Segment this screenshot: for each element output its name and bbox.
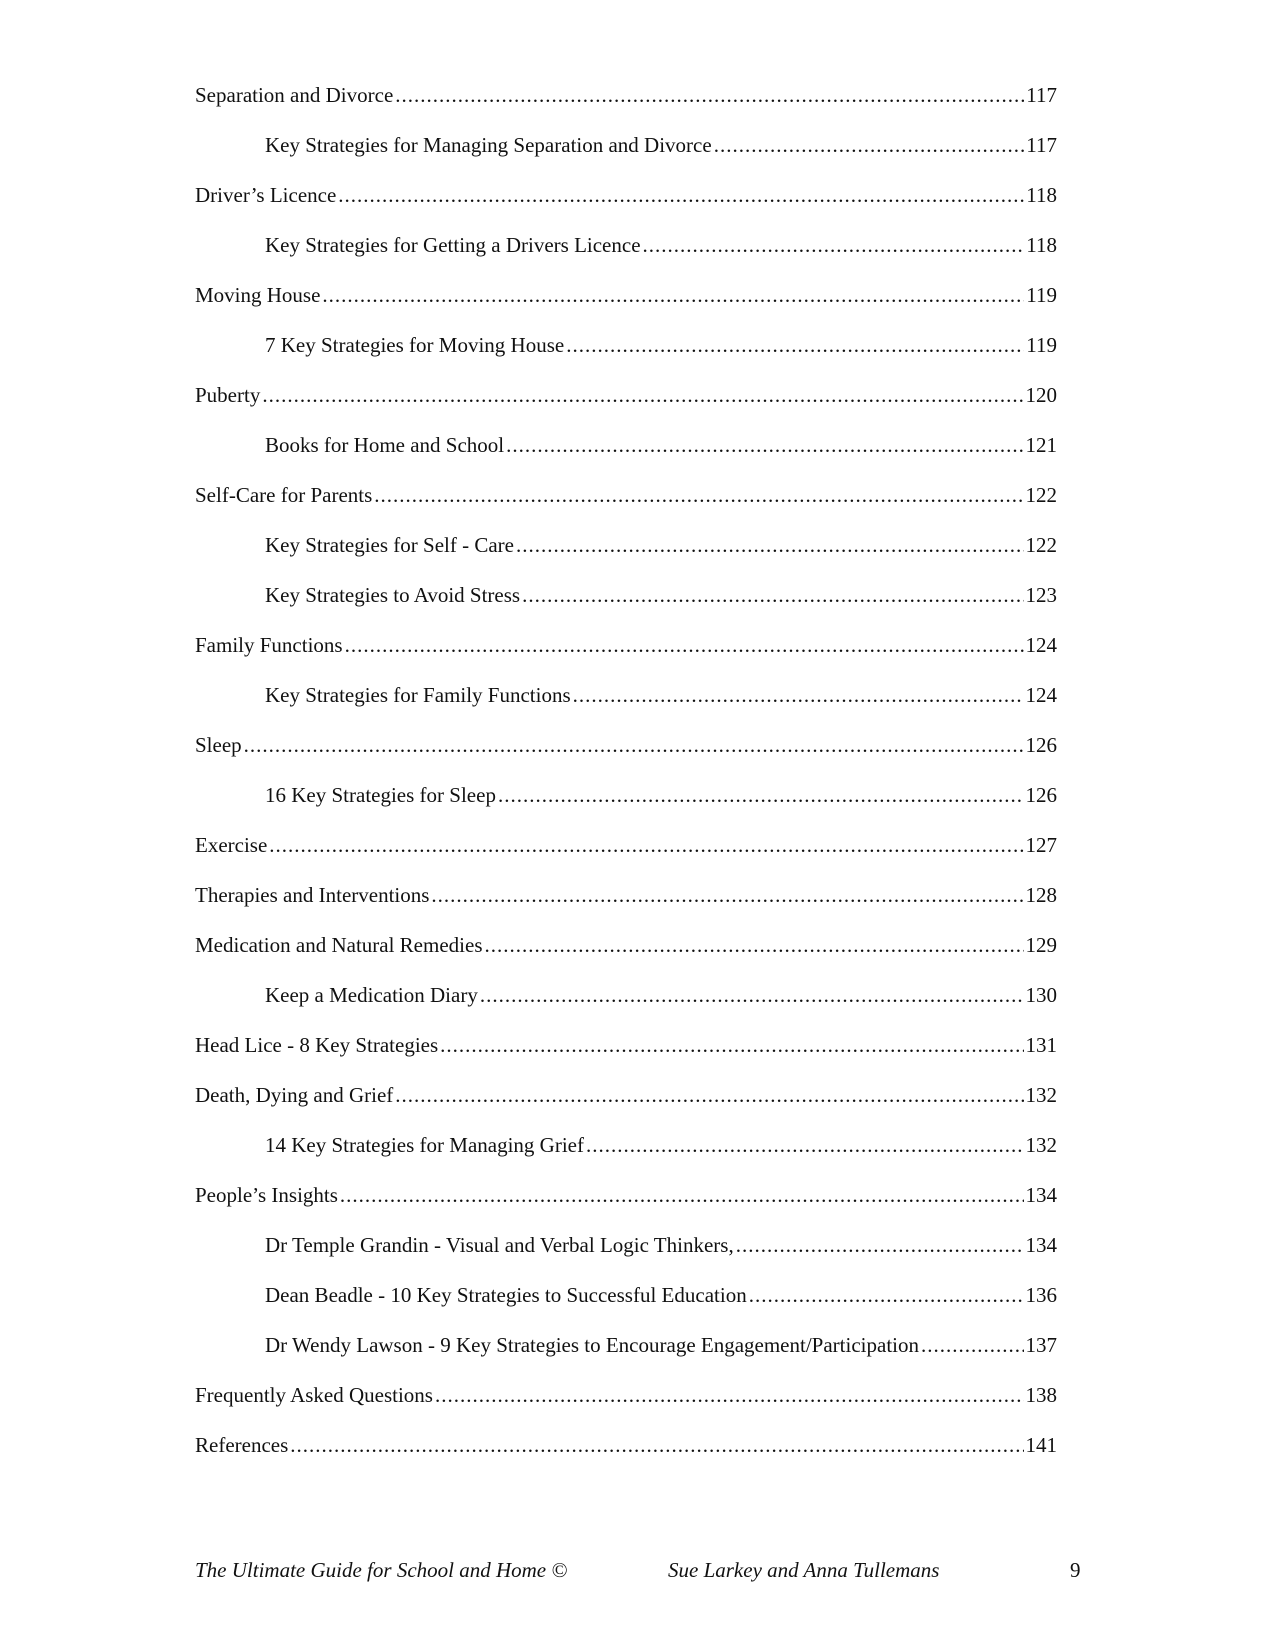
toc-entry-page: 117: [1026, 133, 1057, 157]
toc-entry-page: 117: [1026, 83, 1057, 107]
toc-dot-leader: [506, 430, 1023, 460]
toc-dot-leader: [431, 880, 1023, 910]
toc-entry: [265, 1130, 1057, 1160]
toc-entry: [195, 180, 1057, 210]
toc-entry: [195, 1380, 1057, 1410]
toc-entry-page: 132: [1025, 1083, 1057, 1107]
toc-dot-leader: [374, 480, 1023, 510]
toc-entry-page: 122: [1025, 533, 1057, 557]
toc-dot-leader: [440, 1030, 1023, 1060]
toc-entry-page: 134: [1025, 1233, 1057, 1257]
toc-dot-leader: [566, 330, 1024, 360]
toc-entry: [265, 1280, 1057, 1310]
footer-book-title: The Ultimate Guide for School and Home ©: [195, 1558, 568, 1582]
toc-entry-page: 126: [1025, 783, 1057, 807]
toc-entry-page: 138: [1025, 1383, 1057, 1407]
toc-entry-page: 127: [1025, 833, 1057, 857]
toc-entry-page: 123: [1025, 583, 1057, 607]
toc-entry-page: 136: [1025, 1283, 1057, 1307]
toc-entry-title: 7 Key Strategies for Moving House: [265, 333, 565, 357]
toc-entry-page: 131: [1025, 1033, 1057, 1057]
toc-entry: [195, 1180, 1057, 1210]
toc-dot-leader: [643, 230, 1025, 260]
toc-entry: [195, 630, 1057, 660]
toc-dot-leader: [736, 1230, 1024, 1260]
toc-dot-leader: [480, 980, 1024, 1010]
toc-entry: [195, 1430, 1057, 1460]
toc-entry-page: 128: [1025, 883, 1057, 907]
toc-dot-leader: [435, 1380, 1024, 1410]
page-footer: [0, 1558, 1275, 1588]
toc-entry-title: Key Strategies for Getting a Drivers Licence: [265, 233, 641, 257]
toc-dot-leader: [262, 380, 1023, 410]
toc-entry-page: 118: [1026, 233, 1057, 257]
toc-entry-title: Puberty: [195, 383, 261, 407]
toc-entry-title: Sleep: [195, 733, 242, 757]
toc-entry-title: 14 Key Strategies for Managing Grief: [265, 1133, 584, 1157]
toc-dot-leader: [485, 930, 1024, 960]
toc-entry: [195, 880, 1057, 910]
toc-dot-leader: [516, 530, 1024, 560]
toc-entry-page: 129: [1025, 933, 1057, 957]
toc-entry-page: 119: [1026, 333, 1057, 357]
toc-dot-leader: [522, 580, 1023, 610]
toc-entry: [265, 1330, 1057, 1360]
toc-entry: [195, 80, 1057, 110]
toc-entry: [265, 780, 1057, 810]
toc-entry-title: Dean Beadle - 10 Key Strategies to Successful Education: [265, 1283, 747, 1307]
toc-entry-title: Moving House: [195, 283, 321, 307]
toc-entry: [195, 380, 1057, 410]
toc-dot-leader: [338, 180, 1024, 210]
toc-dot-leader: [714, 130, 1025, 160]
toc-dot-leader: [345, 630, 1024, 660]
toc-entry-page: 141: [1025, 1433, 1057, 1457]
toc-entry-page: 132: [1025, 1133, 1057, 1157]
toc-entry: [265, 530, 1057, 560]
toc-entry: [265, 1230, 1057, 1260]
toc-entry: [265, 230, 1057, 260]
toc-entry-page: 126: [1025, 733, 1057, 757]
toc-entry-page: 120: [1025, 383, 1057, 407]
toc-entry: [265, 980, 1057, 1010]
toc-entry: [265, 580, 1057, 610]
toc-dot-leader: [921, 1330, 1024, 1360]
toc-entry-page: 119: [1026, 283, 1057, 307]
toc-dot-leader: [498, 780, 1024, 810]
toc-entry-title: Therapies and Interventions: [195, 883, 430, 907]
toc-entry: [195, 1030, 1057, 1060]
toc-entry: [265, 330, 1057, 360]
toc-entry-page: 122: [1025, 483, 1057, 507]
toc-entry-page: 124: [1025, 633, 1057, 657]
toc-entry-title: People’s Insights: [195, 1183, 338, 1207]
toc-entry-title: References: [195, 1433, 289, 1457]
toc-entry: [265, 430, 1057, 460]
toc-dot-leader: [749, 1280, 1024, 1310]
toc-entry-title: Keep a Medication Diary: [265, 983, 478, 1007]
toc-entry: [195, 480, 1057, 510]
footer-page-number: 9: [1070, 1558, 1081, 1582]
toc-entry-title: Key Strategies for Self - Care: [265, 533, 514, 557]
toc-entry-title: Head Lice - 8 Key Strategies: [195, 1033, 439, 1057]
toc-entry-title: Dr Wendy Lawson - 9 Key Strategies to Encourage Engagement/Participation: [265, 1333, 919, 1357]
toc-entry-title: Key Strategies for Managing Separation and Divorce: [265, 133, 712, 157]
toc-dot-leader: [573, 680, 1024, 710]
toc-dot-leader: [340, 1180, 1024, 1210]
toc-entry-title: Key Strategies for Family Functions: [265, 683, 571, 707]
toc-entry-title: 16 Key Strategies for Sleep: [265, 783, 496, 807]
toc-entry-page: 121: [1025, 433, 1057, 457]
toc-entry-page: 124: [1025, 683, 1057, 707]
toc-dot-leader: [395, 80, 1024, 110]
toc-entry: [195, 730, 1057, 760]
toc-entry-title: Books for Home and School: [265, 433, 505, 457]
toc-entry-title: Frequently Asked Questions: [195, 1383, 433, 1407]
toc-entry: [195, 280, 1057, 310]
toc-entry: [195, 1080, 1057, 1110]
toc-dot-leader: [269, 830, 1023, 860]
toc-entry-title: Driver’s Licence: [195, 183, 337, 207]
toc-dot-leader: [244, 730, 1024, 760]
toc-entry: [195, 830, 1057, 860]
toc-entry-title: Dr Temple Grandin - Visual and Verbal Logic Thinkers,: [265, 1233, 734, 1257]
footer-authors: Sue Larkey and Anna Tullemans: [668, 1558, 940, 1582]
toc-dot-leader: [586, 1130, 1024, 1160]
toc-dot-leader: [290, 1430, 1023, 1460]
toc-entry-title: Family Functions: [195, 633, 343, 657]
toc-entry: [265, 680, 1057, 710]
toc-entry-page: 118: [1026, 183, 1057, 207]
toc-dot-leader: [395, 1080, 1023, 1110]
toc-entry-title: Key Strategies to Avoid Stress: [265, 583, 521, 607]
toc-entry-page: 130: [1025, 983, 1057, 1007]
toc-entry: [195, 930, 1057, 960]
toc-entry-page: 134: [1025, 1183, 1057, 1207]
toc-entry-title: Separation and Divorce: [195, 83, 394, 107]
toc-entry-title: Death, Dying and Grief: [195, 1083, 394, 1107]
toc-dot-leader: [322, 280, 1024, 310]
toc-entry-title: Exercise: [195, 833, 268, 857]
toc-entry-title: Medication and Natural Remedies: [195, 933, 483, 957]
toc-entry-page: 137: [1025, 1333, 1057, 1357]
toc-entry-title: Self-Care for Parents: [195, 483, 373, 507]
toc-entry: [265, 130, 1057, 160]
